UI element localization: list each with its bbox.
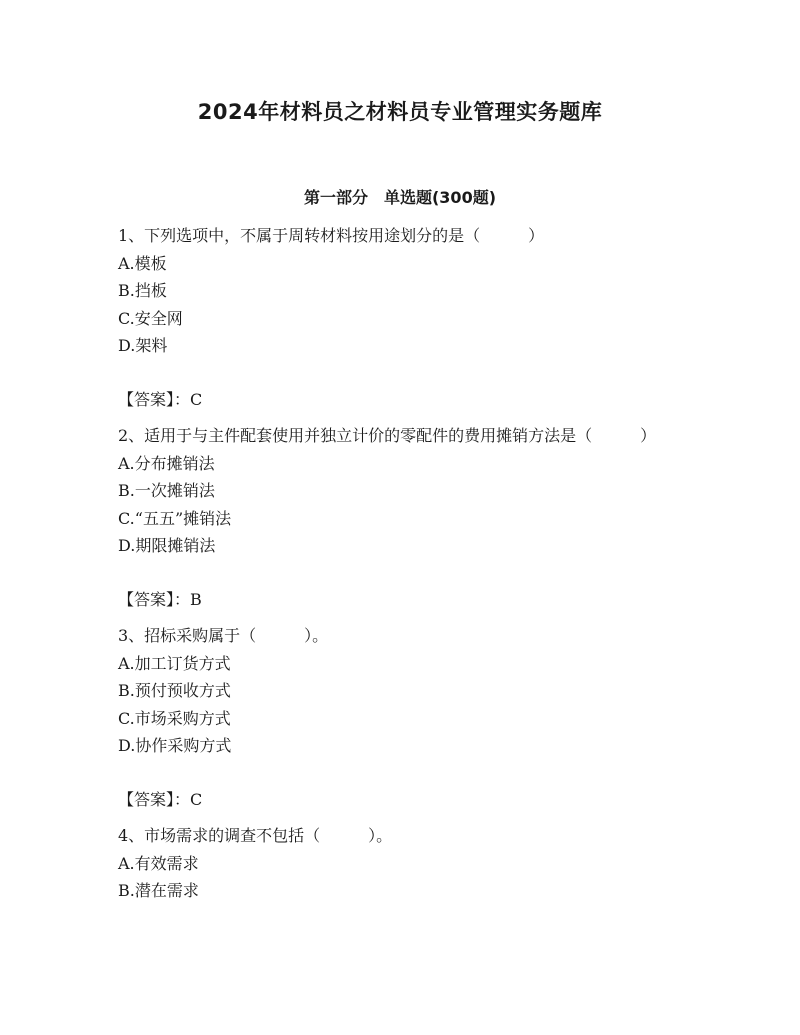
option-a: A.有效需求 (118, 853, 199, 873)
option-c: C.安全网 (118, 308, 183, 328)
question-4 (118, 822, 678, 905)
answer-label: 【答案】：C (118, 389, 203, 409)
option-c: C.市场采购方式 (118, 708, 231, 728)
question-stem: 2、适用于与主件配套使用并独立计价的零配件的费用摊销方法是（ ） (118, 426, 657, 445)
question-list (118, 222, 678, 905)
option-d: D.期限摊销法 (118, 536, 216, 555)
question-stem: 3、招标采购属于（ ）。 (118, 626, 329, 645)
question-1 (118, 222, 678, 413)
option-b: B.一次摊销法 (118, 481, 215, 500)
option-d: D.架料 (118, 336, 168, 355)
option-b: B.预付预收方式 (118, 681, 231, 700)
option-a: A.分布摊销法 (118, 453, 215, 473)
answer-label: 【答案】：C (118, 789, 203, 809)
document-title: 2024年材料员之材料员专业管理实务题库 (197, 100, 603, 124)
question-stem: 4、市场需求的调查不包括（ ）。 (118, 826, 393, 845)
question-2 (118, 422, 678, 613)
option-c: C.“五五”摊销法 (118, 508, 232, 528)
section-title: 第一部分 单选题(300题) (303, 188, 497, 207)
option-a: A.模板 (118, 253, 167, 273)
question-stem: 1、下列选项中，不属于周转材料按用途划分的是（ ） (118, 226, 545, 245)
option-d: D.协作采购方式 (118, 736, 232, 755)
answer-label: 【答案】：B (118, 589, 202, 609)
option-a: A.加工订货方式 (118, 653, 231, 673)
question-3 (118, 622, 678, 813)
option-b: B.挡板 (118, 281, 167, 300)
option-b: B.潜在需求 (118, 881, 199, 900)
